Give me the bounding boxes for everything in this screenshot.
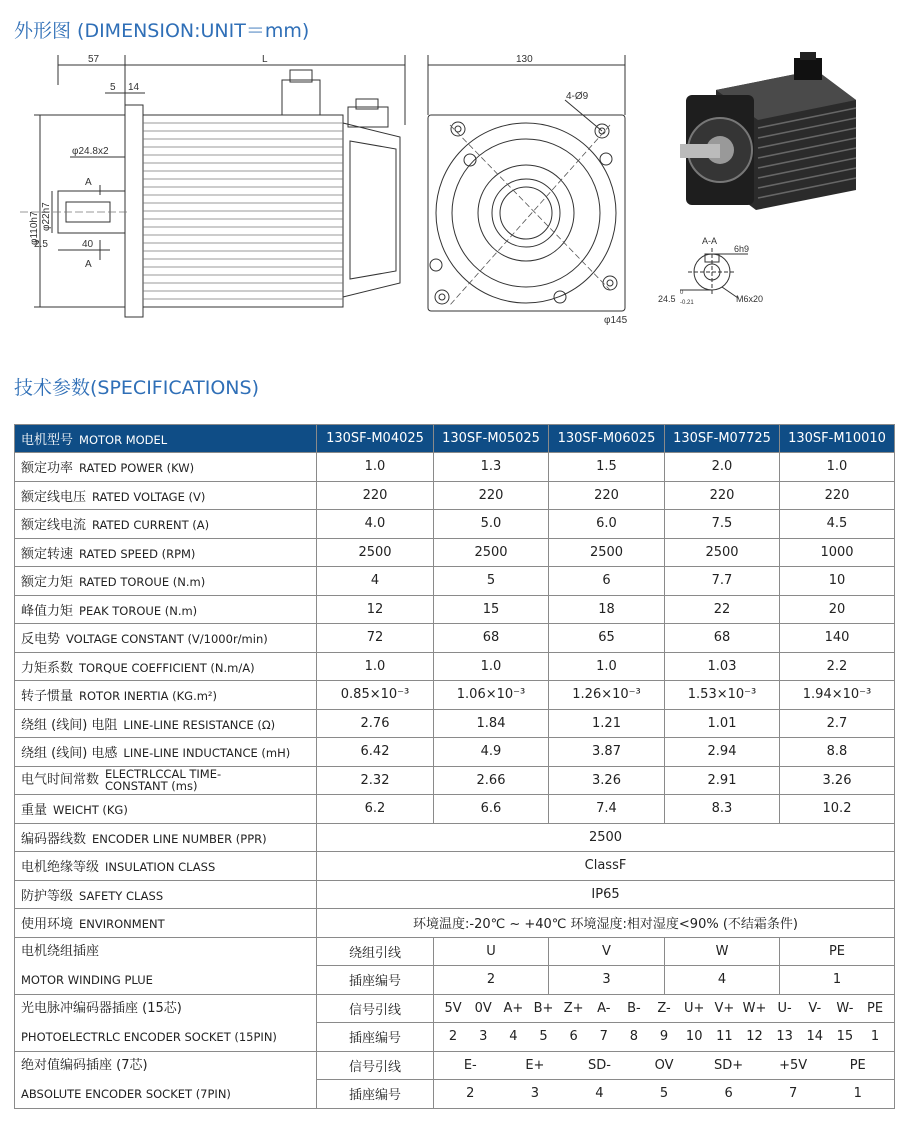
dim-145: φ145 — [604, 315, 628, 326]
cell: 3 — [549, 966, 665, 995]
table-row — [15, 880, 895, 909]
row-label: 额定转速 RATED SPEED (RPM) — [15, 538, 317, 567]
cell: 8.8 — [780, 738, 895, 767]
absolute-encoder-pins — [434, 1080, 895, 1109]
key-width: 6h9 — [734, 244, 750, 254]
cell: 220 — [665, 481, 780, 510]
cell: 1.03 — [665, 652, 780, 681]
cell: 3.26 — [780, 766, 895, 795]
cell: 68 — [665, 624, 780, 653]
dim-130: 130 — [516, 54, 533, 65]
cell: W — [665, 937, 780, 966]
dim-40: 40 — [82, 239, 94, 250]
table-row — [15, 567, 895, 596]
dim-shaft-diameter: φ24.8x2 — [72, 146, 109, 157]
signal-label: U+ — [683, 1000, 705, 1016]
photo-encoder-signals — [434, 994, 895, 1023]
signal-label: SD- — [587, 1057, 611, 1073]
cell: 1.0 — [549, 652, 665, 681]
photo-encoder-pins — [434, 1023, 895, 1052]
row-label: 转子惯量 ROTOR INERTIA (KG.m²) — [15, 681, 317, 710]
absolute-encoder-signals — [434, 1051, 895, 1080]
cell: 3.87 — [549, 738, 665, 767]
cell: 15 — [434, 595, 549, 624]
cell: 8.3 — [665, 795, 780, 824]
dim-5: 5 — [110, 82, 116, 93]
table-row — [15, 481, 895, 510]
table-row — [15, 709, 895, 738]
cell: 2500 — [434, 538, 549, 567]
header-label: 电机型号 MOTOR MODEL — [15, 425, 317, 453]
pin-number: 6 — [724, 1086, 733, 1102]
specifications-section-title: 技术参数(SPECIFICATIONS) — [14, 377, 259, 399]
signal-label: OV — [654, 1057, 674, 1073]
dim-2-5: 2.5 — [34, 239, 48, 250]
winding-sub-pins: 插座编号 — [317, 966, 434, 995]
row-label: 编码器线数 ENCODER LINE NUMBER (PPR) — [15, 823, 317, 852]
cell: 1.3 — [434, 453, 549, 482]
cell: 2.0 — [665, 453, 780, 482]
cell: 4 — [665, 966, 780, 995]
table-row — [15, 795, 895, 824]
key-depth: 24.5 — [658, 294, 676, 304]
cell: 2.76 — [317, 709, 434, 738]
pin-number: 5 — [539, 1029, 548, 1045]
merged-cell: 环境温度:-20℃ ~ +40℃ 环境湿度:相对湿度<90% (不结霜条件) — [317, 909, 895, 938]
key-depth-tol-upper: 0 — [680, 290, 684, 296]
cell: 1.21 — [549, 709, 665, 738]
cell: 4.5 — [780, 510, 895, 539]
cell: 2.91 — [665, 766, 780, 795]
table-row — [15, 510, 895, 539]
cell: 2.94 — [665, 738, 780, 767]
model-header: 130SF-M05025 — [434, 425, 549, 453]
row-label: 绕组 (线间) 电阻 LINE-LINE RESISTANCE (Ω) — [15, 709, 317, 738]
cell: 10 — [780, 567, 895, 596]
cell: 140 — [780, 624, 895, 653]
model-header: 130SF-M07725 — [665, 425, 780, 453]
cell: 1.94×10⁻³ — [780, 681, 895, 710]
cell: 1.0 — [434, 652, 549, 681]
table-row — [15, 681, 895, 710]
dim-A-bottom: A — [85, 259, 92, 270]
row-label: 电气时间常数 ELECTRLCCAL TIME- CONSTANT (ms) — [15, 766, 317, 795]
signal-label: PE — [867, 1000, 884, 1016]
table-header-row — [15, 425, 895, 453]
cell: 2500 — [665, 538, 780, 567]
signal-label: V- — [808, 1000, 822, 1016]
row-label: 绕组 (线间) 电感 LINE-LINE INDUCTANCE (mH) — [15, 738, 317, 767]
cell: 2 — [434, 966, 549, 995]
row-label: 电机绝缘等级 INSULATION CLASS — [15, 852, 317, 881]
pin-number: 1 — [853, 1086, 862, 1102]
table-row — [15, 937, 895, 966]
cell: 2.32 — [317, 766, 434, 795]
row-label: 防护等级 SAFETY CLASS — [15, 880, 317, 909]
signal-label: Z+ — [563, 1000, 584, 1016]
row-label: 力矩系数 TORQUE COEFFICIENT (N.m/A) — [15, 652, 317, 681]
signal-label: SD+ — [714, 1057, 744, 1073]
table-row — [15, 595, 895, 624]
dim-14: 14 — [128, 82, 140, 93]
row-label: 额定线电流 RATED CURRENT (A) — [15, 510, 317, 539]
pin-number: 11 — [716, 1029, 733, 1045]
cell: 1.84 — [434, 709, 549, 738]
cell: 220 — [549, 481, 665, 510]
pin-number: 2 — [448, 1029, 458, 1045]
cell: 1.26×10⁻³ — [549, 681, 665, 710]
cell: PE — [780, 937, 895, 966]
cell: 6.0 — [549, 510, 665, 539]
cell: 20 — [780, 595, 895, 624]
cell: 3.26 — [549, 766, 665, 795]
cell: 4 — [317, 567, 434, 596]
dim-L: L — [262, 54, 268, 65]
cell: 220 — [434, 481, 549, 510]
table-row — [15, 823, 895, 852]
cell: 220 — [780, 481, 895, 510]
pin-number: 4 — [595, 1086, 604, 1102]
pin-number: 5 — [659, 1086, 669, 1102]
motor-product-image — [676, 50, 866, 220]
signal-label: E+ — [525, 1057, 545, 1073]
pin-number: 14 — [806, 1029, 824, 1045]
cell: 1.06×10⁻³ — [434, 681, 549, 710]
dim-110: φ110h7 — [29, 211, 40, 245]
signal-label: B+ — [533, 1000, 554, 1016]
row-label: 使用环境 ENVIRONMENT — [15, 909, 317, 938]
cell: 22 — [665, 595, 780, 624]
cell: 72 — [317, 624, 434, 653]
cell: V — [549, 937, 665, 966]
cell: U — [434, 937, 549, 966]
photo-encoder-sub-signals: 信号引线 — [317, 994, 434, 1023]
cell: 18 — [549, 595, 665, 624]
merged-cell: ClassF — [317, 852, 895, 881]
signal-label: A- — [597, 1000, 611, 1016]
pin-number: 8 — [629, 1029, 639, 1045]
cell: 68 — [434, 624, 549, 653]
dim-57: 57 — [88, 54, 100, 65]
model-header: 130SF-M06025 — [549, 425, 665, 453]
signal-label: PE — [849, 1057, 866, 1073]
absolute-encoder-sub-signals: 信号引线 — [317, 1051, 434, 1080]
cell: 65 — [549, 624, 665, 653]
cell: 4.9 — [434, 738, 549, 767]
cell: 1 — [780, 966, 895, 995]
merged-cell: 2500 — [317, 823, 895, 852]
table-row — [15, 738, 895, 767]
cell: 1.0 — [780, 453, 895, 482]
row-label: 峰值力矩 PEAK TOROUE (N.m) — [15, 595, 317, 624]
cell: 2.7 — [780, 709, 895, 738]
table-row — [15, 624, 895, 653]
pin-number: 9 — [659, 1029, 669, 1045]
dim-22: φ22h7 — [41, 202, 52, 231]
row-label: 额定功率 RATED POWER (KW) — [15, 453, 317, 482]
cell: 6.2 — [317, 795, 434, 824]
table-row — [15, 652, 895, 681]
signal-label: B- — [627, 1000, 641, 1016]
side-view-drawing — [0, 45, 420, 335]
signal-label: 5V — [444, 1000, 462, 1016]
cell: 0.85×10⁻³ — [317, 681, 434, 710]
table-row — [15, 909, 895, 938]
table-row — [15, 1051, 895, 1080]
thread-spec: M6x20 — [736, 294, 764, 304]
signal-label: A+ — [503, 1000, 524, 1016]
absolute-encoder-label: 绝对值编码插座 (7芯) ABSOLUTE ENCODER SOCKET (7PIN) — [15, 1051, 317, 1108]
pin-number: 12 — [746, 1029, 763, 1045]
pin-number: 13 — [776, 1029, 793, 1045]
cell: 12 — [317, 595, 434, 624]
merged-cell: IP65 — [317, 880, 895, 909]
photo-encoder-sub-pins: 插座编号 — [317, 1023, 434, 1052]
cell: 1000 — [780, 538, 895, 567]
dim-holes: 4-Ø9 — [566, 91, 589, 102]
signal-label: V+ — [714, 1000, 735, 1016]
cell: 6 — [549, 567, 665, 596]
cell: 2500 — [317, 538, 434, 567]
signal-label: Z- — [657, 1000, 671, 1016]
row-label: 额定线电压 RATED VOLTAGE (V) — [15, 481, 317, 510]
signal-label: +5V — [779, 1057, 808, 1073]
section-aa-drawing — [650, 232, 770, 312]
cell: 2500 — [549, 538, 665, 567]
signal-label: E- — [463, 1057, 477, 1073]
pin-number: 6 — [569, 1029, 578, 1045]
cell: 1.5 — [549, 453, 665, 482]
signal-label: W+ — [742, 1000, 767, 1016]
cell: 1.0 — [317, 652, 434, 681]
pin-number: 4 — [509, 1029, 518, 1045]
dim-A-top: A — [85, 177, 92, 188]
cell: 7.7 — [665, 567, 780, 596]
key-depth-tol-lower: -0.21 — [680, 300, 694, 306]
pin-number: 2 — [466, 1086, 475, 1102]
absolute-encoder-sub-pins: 插座编号 — [317, 1080, 434, 1109]
cell: 10.2 — [780, 795, 895, 824]
cell: 5 — [434, 567, 549, 596]
table-row — [15, 453, 895, 482]
pin-number: 10 — [685, 1029, 703, 1045]
table-row — [15, 852, 895, 881]
table-row — [15, 766, 895, 795]
winding-sub-leads: 绕组引线 — [317, 937, 434, 966]
row-label: 反电势 VOLTAGE CONSTANT (V/1000r/min) — [15, 624, 317, 653]
signal-label: W- — [836, 1000, 854, 1016]
cell: 4.0 — [317, 510, 434, 539]
cell: 220 — [317, 481, 434, 510]
winding-label: 电机绕组插座 MOTOR WINDING PLUE — [15, 937, 317, 994]
signal-label: U- — [777, 1000, 792, 1016]
cell: 2.2 — [780, 652, 895, 681]
photo-encoder-label: 光电脉冲编码器插座 (15芯) PHOTOELECTRLC ENCODER SOCKET (15PIN) — [15, 994, 317, 1051]
cell: 1.53×10⁻³ — [665, 681, 780, 710]
pin-number: 3 — [530, 1086, 539, 1102]
section-label: A-A — [702, 236, 718, 246]
specifications-table — [14, 424, 895, 1109]
cell: 1.0 — [317, 453, 434, 482]
cell: 2.66 — [434, 766, 549, 795]
dimension-section-title: 外形图 (DIMENSION:UNIT＝mm) — [14, 20, 310, 42]
signal-label: 0V — [474, 1000, 492, 1016]
row-label: 额定力矩 RATED TOROUE (N.m) — [15, 567, 317, 596]
cell: 6.42 — [317, 738, 434, 767]
cell: 1.01 — [665, 709, 780, 738]
table-row — [15, 538, 895, 567]
cell: 7.4 — [549, 795, 665, 824]
pin-number: 7 — [599, 1029, 608, 1045]
cell: 7.5 — [665, 510, 780, 539]
pin-number: 7 — [789, 1086, 798, 1102]
pin-number: 1 — [870, 1029, 880, 1045]
row-label: 重量 WEICHT (KG) — [15, 795, 317, 824]
cell: 6.6 — [434, 795, 549, 824]
pin-number: 15 — [836, 1029, 854, 1045]
cell: 5.0 — [434, 510, 549, 539]
table-row — [15, 994, 895, 1023]
model-header: 130SF-M04025 — [317, 425, 434, 453]
model-header: 130SF-M10010 — [780, 425, 895, 453]
front-view-drawing — [420, 45, 640, 335]
pin-number: 3 — [479, 1029, 488, 1045]
